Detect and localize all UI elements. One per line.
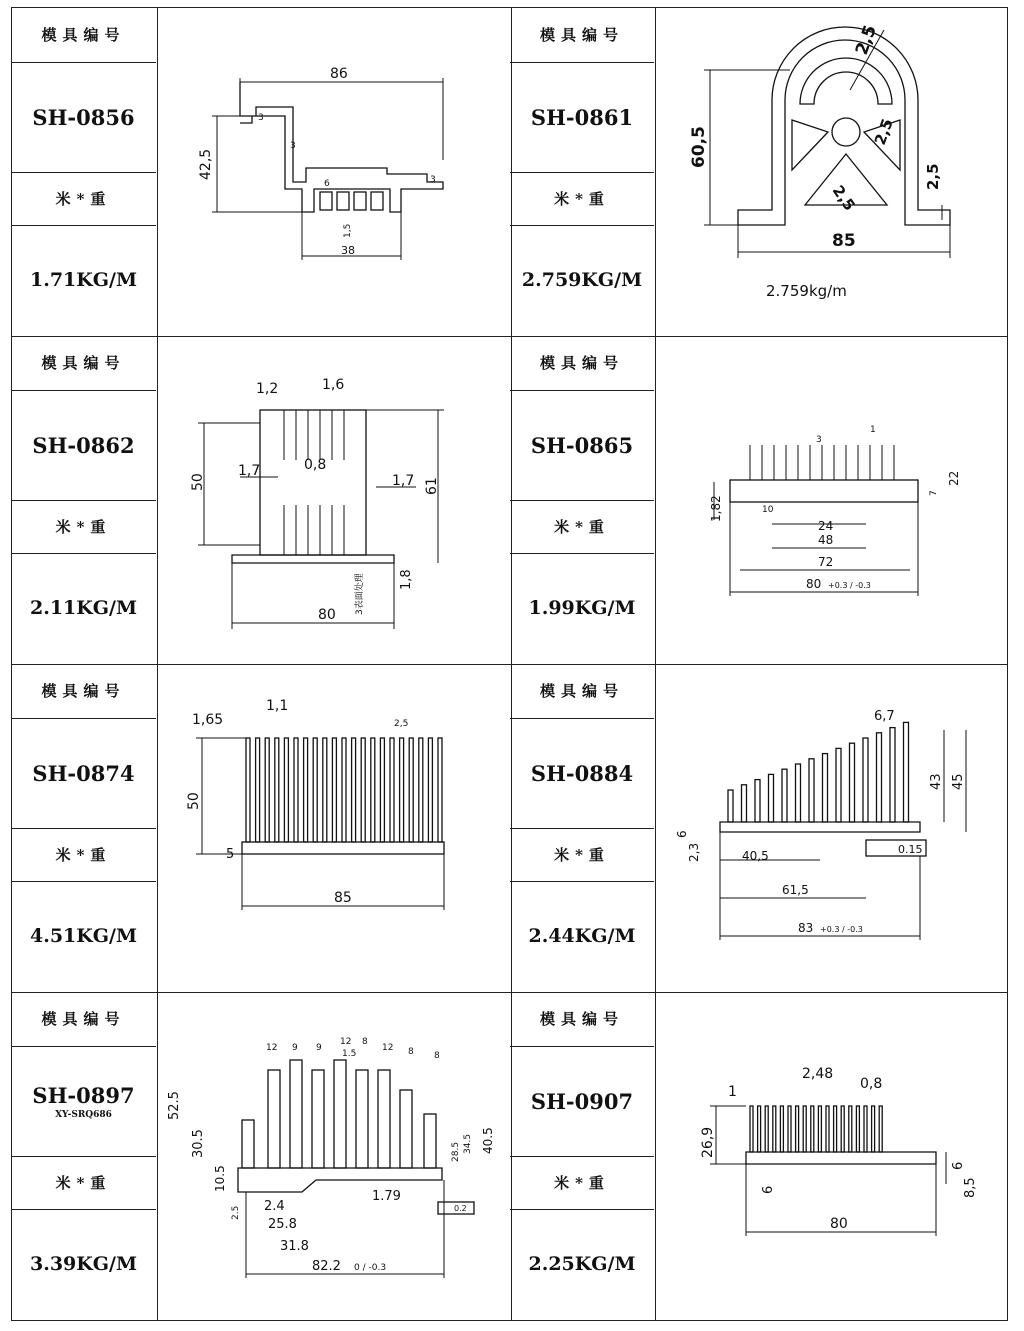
- dim-label: 22: [947, 470, 961, 486]
- fin: [284, 738, 288, 842]
- weight-value: 1.71KG/M: [30, 269, 137, 291]
- dim-label: 2,5: [924, 163, 942, 190]
- dim-label: 7: [929, 490, 939, 496]
- fin: [294, 738, 298, 842]
- fin: [834, 1106, 837, 1152]
- mold-code: [510, 62, 654, 172]
- dim-label: 85: [832, 231, 856, 251]
- fin: [818, 1106, 821, 1152]
- fin: [371, 738, 375, 842]
- dim-label: 1,1: [266, 698, 289, 714]
- mold-number-header: 模具编号: [41, 354, 126, 372]
- dim-label: 61: [424, 477, 440, 495]
- dim-label: 3: [816, 435, 822, 445]
- fin: [750, 1106, 753, 1152]
- dim-label: 43: [929, 773, 944, 790]
- surface-note: 3表面处理: [355, 573, 365, 615]
- dim-label: 3: [290, 141, 296, 151]
- weight-value: 2.11KG/M: [30, 597, 137, 619]
- dim-label: 86: [330, 66, 348, 82]
- mold-number-header: 模具编号: [41, 682, 126, 700]
- dim-label: 5: [226, 847, 235, 862]
- drawing-sh-0897: [162, 1030, 495, 1295]
- dim-label: 10: [762, 505, 774, 515]
- fin: [826, 1106, 829, 1152]
- dim-label: 40.5: [481, 1127, 495, 1154]
- mold-number-header: 模具编号: [539, 26, 624, 44]
- dim-label: 1,65: [192, 712, 224, 728]
- dim-label: 40,5: [742, 849, 769, 863]
- dim-label: 1,7: [392, 473, 415, 489]
- fin: [304, 738, 308, 842]
- mold-code-text: SH-0897: [32, 1082, 135, 1108]
- fin: [879, 1106, 882, 1152]
- dim-label: 1: [870, 425, 876, 435]
- dim-label: 1,7: [238, 463, 261, 479]
- fin: [803, 1106, 806, 1152]
- fin: [400, 1090, 412, 1168]
- fin: [380, 738, 384, 842]
- dim-label: 82.2: [312, 1259, 341, 1274]
- dim-label: 42,5: [198, 148, 214, 180]
- fin: [256, 738, 260, 842]
- fin: [877, 733, 882, 822]
- dim-label: 50: [186, 792, 202, 810]
- dim-label: 12: [266, 1043, 278, 1053]
- weight-value: 4.51KG/M: [30, 925, 137, 947]
- mold-code: [11, 1046, 156, 1156]
- dim-label: 8: [434, 1051, 440, 1061]
- dim-label: 25.8: [268, 1217, 297, 1232]
- mold-code-text: SH-0861: [530, 104, 634, 130]
- dim-label: 52.5: [167, 1091, 182, 1120]
- mold-code: [11, 390, 156, 500]
- fin: [864, 1106, 867, 1152]
- dim-label: 2,5: [851, 22, 882, 58]
- dim-label: 6: [951, 1161, 966, 1170]
- tolerance: 0 / -0.3: [354, 1263, 387, 1273]
- mold-code-text: SH-0907: [530, 1088, 634, 1114]
- mold-code-text: SH-0856: [32, 104, 135, 130]
- dim-label: 2,5: [828, 181, 859, 215]
- dim-label: 34.5: [463, 1133, 473, 1154]
- mold-number-header: 模具编号: [539, 682, 624, 700]
- fin: [755, 780, 760, 822]
- weight-note: 2.759kg/m: [766, 282, 847, 300]
- dim-label: 6: [761, 1185, 776, 1194]
- fin: [242, 1120, 254, 1168]
- dim-label: 24: [818, 519, 834, 533]
- dim-label: 83: [798, 921, 814, 935]
- dim-label: 2,5: [394, 719, 409, 729]
- drawing-sh-0907: [680, 1060, 1000, 1280]
- dim-label: 1,82: [709, 495, 723, 522]
- tolerance: +0.3 / -0.3: [820, 925, 863, 934]
- fin: [378, 1070, 390, 1168]
- fin: [765, 1106, 768, 1152]
- dim-label: 2.5: [231, 1205, 241, 1220]
- fin: [836, 748, 841, 822]
- fin: [268, 1070, 280, 1168]
- dim-label: 31.8: [280, 1239, 309, 1254]
- fin: [275, 738, 279, 842]
- fin: [841, 1106, 844, 1152]
- dim-label: 10.5: [213, 1165, 227, 1192]
- mold-code-text: SH-0874: [32, 760, 135, 786]
- dim-label: 12: [340, 1037, 352, 1047]
- fin: [342, 738, 346, 842]
- dim-label: 80: [806, 577, 822, 591]
- fin: [890, 728, 895, 822]
- fin: [811, 1106, 814, 1152]
- drawing-sh-0884: [670, 700, 990, 945]
- fin: [313, 738, 317, 842]
- fin: [438, 738, 442, 842]
- drawing-sh-0862: [180, 365, 490, 645]
- fin: [788, 1106, 791, 1152]
- dim-label: 3: [430, 175, 436, 185]
- fin: [904, 722, 909, 822]
- fin: [849, 1106, 852, 1152]
- dim-label: 30.5: [191, 1129, 206, 1158]
- dim-label: 50: [190, 473, 206, 491]
- dim-label: 1,2: [256, 381, 279, 397]
- drawing-sh-0874: [180, 700, 490, 920]
- dim-label: 12: [382, 1043, 394, 1053]
- dim-label: 2,48: [802, 1066, 834, 1082]
- fin: [428, 738, 432, 842]
- dim-label: 1,6: [322, 377, 345, 393]
- weight-value: 2.759KG/M: [521, 269, 643, 291]
- weight-per-meter-header: 米*重: [55, 1174, 112, 1192]
- mold-code-text: SH-0862: [32, 432, 135, 458]
- dim-label: 1,8: [399, 569, 414, 590]
- dim-label: 72: [818, 555, 834, 569]
- mold-code: [11, 718, 156, 828]
- dim-label: 8,5: [963, 1177, 978, 1198]
- dim-label: 61,5: [782, 883, 809, 897]
- mold-number-header: 模具编号: [539, 1010, 624, 1028]
- tolerance-box: 0.15: [898, 843, 923, 856]
- weight-per-meter-header: 米*重: [554, 190, 610, 208]
- weight-per-meter-header: 米*重: [554, 1174, 610, 1192]
- mold-number-header: 模具编号: [539, 354, 624, 372]
- mold-code: [510, 390, 654, 500]
- dim-label: 9: [316, 1043, 322, 1053]
- dim-label: 1.5: [342, 1049, 357, 1059]
- mold-code: [11, 62, 156, 172]
- fin: [409, 738, 413, 842]
- tolerance: +0.3 / -0.3: [828, 581, 871, 590]
- dim-label: 2.4: [264, 1199, 285, 1214]
- weight-value: 2.44KG/M: [528, 925, 636, 947]
- tolerance-box: 0.2: [454, 1204, 467, 1213]
- fin: [850, 743, 855, 822]
- weight-value: 3.39KG/M: [30, 1253, 137, 1275]
- fin: [265, 738, 269, 842]
- fin: [400, 738, 404, 842]
- dim-label: 85: [334, 890, 352, 906]
- weight-per-meter-header: 米*重: [55, 190, 112, 208]
- fin: [390, 738, 394, 842]
- mold-code: [510, 718, 654, 828]
- dim-label: 0,8: [304, 457, 327, 473]
- fin: [424, 1114, 436, 1168]
- dim-label: 1: [728, 1084, 737, 1100]
- fin: [796, 764, 801, 822]
- weight-value: 1.99KG/M: [528, 597, 636, 619]
- dim-label: 8: [408, 1047, 414, 1057]
- dim-label: 9: [292, 1043, 298, 1053]
- mold-code-text: SH-0865: [530, 432, 634, 458]
- mold-number-header: 模具编号: [41, 1010, 126, 1028]
- mold-code-text: SH-0884: [530, 760, 634, 786]
- fin: [872, 1106, 875, 1152]
- dim-label: 26,9: [700, 1126, 716, 1158]
- mold-code: [510, 1046, 654, 1156]
- fin: [352, 738, 356, 842]
- fin: [332, 738, 336, 842]
- drawing-sh-0865: [700, 420, 1000, 610]
- weight-per-meter-header: 米*重: [554, 518, 610, 536]
- fin: [323, 738, 327, 842]
- fin: [728, 790, 733, 822]
- fin: [361, 738, 365, 842]
- dim-label: 48: [818, 533, 834, 547]
- weight-per-meter-header: 米*重: [55, 846, 112, 864]
- fin: [290, 1060, 302, 1168]
- fin: [312, 1070, 324, 1168]
- dim-label: 3: [258, 113, 264, 123]
- dim-label: 0,8: [860, 1076, 883, 1092]
- fin: [334, 1060, 346, 1168]
- dim-label: 2,5: [870, 116, 897, 148]
- weight-per-meter-header: 米*重: [55, 518, 112, 536]
- fin: [809, 759, 814, 822]
- fin: [742, 785, 747, 822]
- weight-per-meter-header: 米*重: [554, 846, 610, 864]
- fin: [246, 738, 250, 842]
- weight-value: 2.25KG/M: [528, 1253, 636, 1275]
- fin: [356, 1070, 368, 1168]
- fin: [823, 754, 828, 822]
- dim-label: 38: [341, 244, 355, 257]
- dim-label: 8: [362, 1037, 368, 1047]
- mold-subcode: XY-SRQ686: [55, 1109, 112, 1120]
- dim-label: 6: [324, 179, 330, 189]
- fin: [780, 1106, 783, 1152]
- fin: [782, 769, 787, 822]
- dim-label: 28.5: [451, 1141, 461, 1162]
- dim-label: 60,5: [689, 126, 709, 168]
- fin: [419, 738, 423, 842]
- fin: [796, 1106, 799, 1152]
- fin: [773, 1106, 776, 1152]
- dim-label: 6,7: [874, 709, 895, 724]
- dim-label: 80: [318, 607, 336, 623]
- dim-label: 1.79: [372, 1189, 401, 1204]
- fin: [863, 738, 868, 822]
- dim-label: 2,3: [687, 842, 701, 862]
- fin: [856, 1106, 859, 1152]
- dim-label: 80: [830, 1216, 848, 1232]
- dim-label: 1,5: [343, 223, 353, 238]
- drawing-sh-0856: [160, 60, 490, 280]
- mold-number-header: 模具编号: [41, 26, 126, 44]
- dim-label: 45: [951, 773, 966, 790]
- fin: [769, 774, 774, 822]
- fin: [758, 1106, 761, 1152]
- dim-label: 6: [675, 830, 689, 838]
- drawing-sh-0861: [670, 20, 990, 310]
